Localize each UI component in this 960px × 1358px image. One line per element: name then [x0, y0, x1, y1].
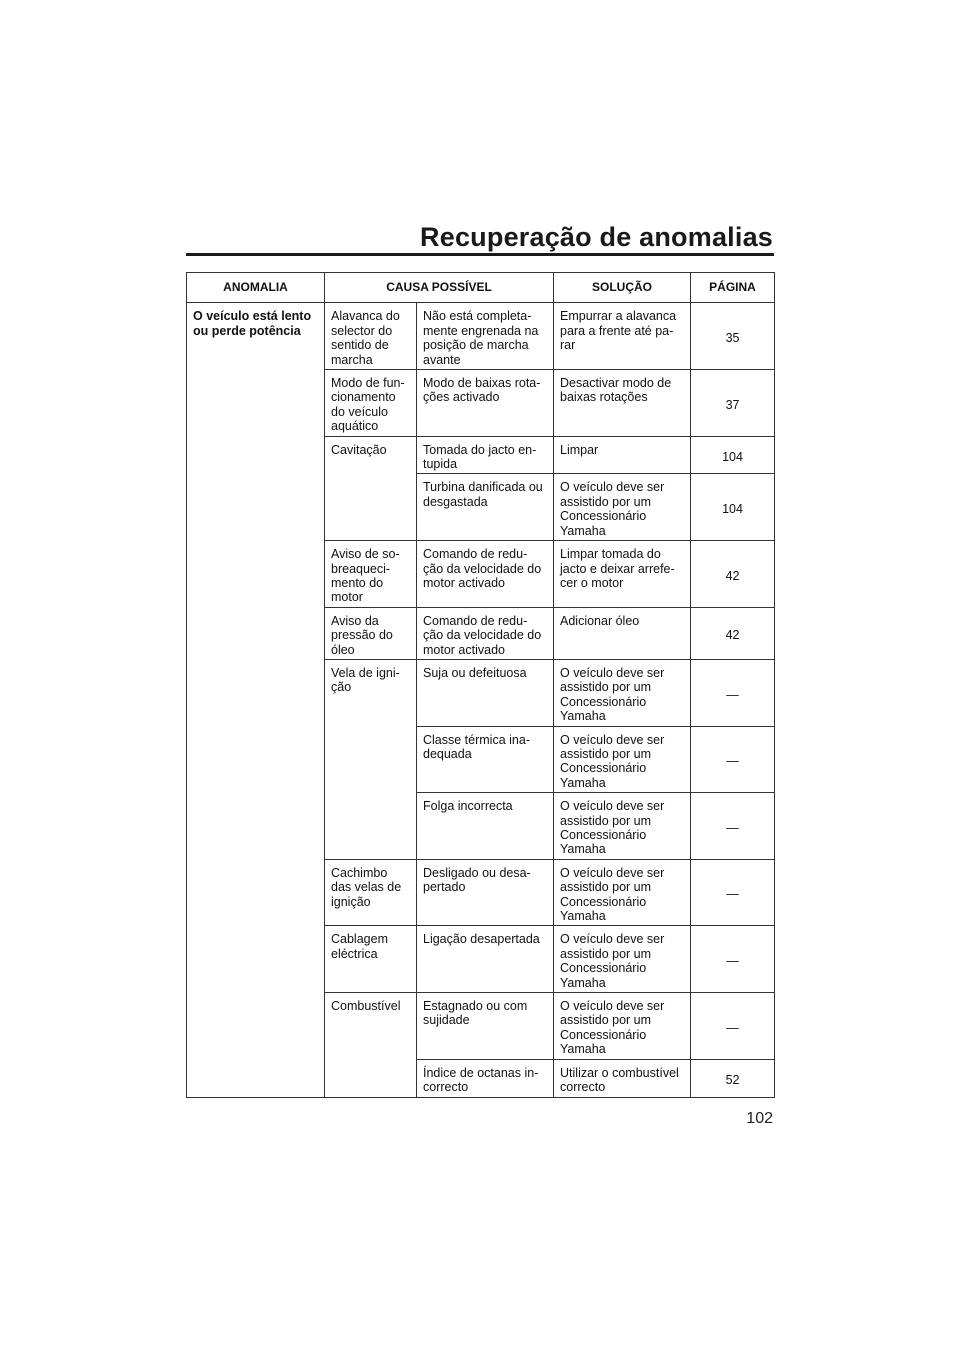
- table-row: [187, 303, 775, 370]
- header-anomaly: ANOMALIA: [187, 273, 325, 303]
- header-solution: SOLUÇÃO: [554, 273, 691, 303]
- page-ref-cell: —: [691, 993, 775, 1060]
- cause-cell: Aviso da pressão do óleo: [325, 607, 417, 659]
- page-ref-cell: —: [691, 859, 775, 926]
- cause-cell: Alavanca do selector do sentido de marcha: [325, 303, 417, 370]
- page-number: 102: [746, 1110, 773, 1127]
- detail-cell: Folga incorrecta: [417, 793, 554, 860]
- solution-cell: O veículo deve ser assistido por um Concessionário Yamaha: [554, 726, 691, 793]
- cause-cell: Cablagem eléctrica: [325, 926, 417, 993]
- solution-cell: Adicionar óleo: [554, 607, 691, 659]
- solution-cell: O veículo deve ser assistido por um Concessionário Yamaha: [554, 793, 691, 860]
- anomaly-cell: O veículo está lento ou perde potência: [187, 303, 325, 1097]
- page-ref-cell: 42: [691, 541, 775, 608]
- header-cause: CAUSA POSSÍVEL: [325, 273, 554, 303]
- page-ref-cell: 104: [691, 474, 775, 541]
- page-ref-cell: 37: [691, 370, 775, 437]
- detail-cell: Comando de redu- ção da velocidade do motor activado: [417, 541, 554, 608]
- solution-cell: O veículo deve ser assistido por um Concessionário Yamaha: [554, 659, 691, 726]
- solution-cell: O veículo deve ser assistido por um Concessionário Yamaha: [554, 859, 691, 926]
- header-page: PÁGINA: [691, 273, 775, 303]
- detail-cell: Tomada do jacto en- tupida: [417, 436, 554, 474]
- solution-cell: Limpar: [554, 436, 691, 474]
- solution-cell: Utilizar o combustível correcto: [554, 1059, 691, 1097]
- solution-cell: O veículo deve ser assistido por um Concessionário Yamaha: [554, 993, 691, 1060]
- detail-cell: Suja ou defeituosa: [417, 659, 554, 726]
- detail-cell: Índice de octanas in- correcto: [417, 1059, 554, 1097]
- detail-cell: Desligado ou desa- pertado: [417, 859, 554, 926]
- page-ref-cell: —: [691, 926, 775, 993]
- detail-cell: Estagnado ou com sujidade: [417, 993, 554, 1060]
- cause-cell: Cachimbo das velas de ignição: [325, 859, 417, 926]
- cause-cell: Cavitação: [325, 436, 417, 540]
- troubleshooting-table: [186, 272, 775, 1098]
- page-ref-cell: 42: [691, 607, 775, 659]
- title-rule: [186, 253, 774, 256]
- page-ref-cell: —: [691, 793, 775, 860]
- detail-cell: Classe térmica ina- dequada: [417, 726, 554, 793]
- page-title: Recuperação de anomalias: [420, 222, 773, 252]
- detail-cell: Não está completa- mente engrenada na posição de marcha avante: [417, 303, 554, 370]
- solution-cell: Limpar tomada do jacto e deixar arrefe- cer o motor: [554, 541, 691, 608]
- cause-cell: Combustível: [325, 993, 417, 1097]
- page-ref-cell: 35: [691, 303, 775, 370]
- solution-cell: O veículo deve ser assistido por um Concessionário Yamaha: [554, 926, 691, 993]
- cause-cell: Aviso de so- breaqueci- mento do motor: [325, 541, 417, 608]
- solution-cell: Empurrar a alavanca para a frente até pa- rar: [554, 303, 691, 370]
- detail-cell: Modo de baixas rota- ções activado: [417, 370, 554, 437]
- detail-cell: Comando de redu- ção da velocidade do motor activado: [417, 607, 554, 659]
- table-header-row: [187, 273, 775, 303]
- page-ref-cell: 104: [691, 436, 775, 474]
- cause-cell: Modo de fun- cionamento do veículo aquático: [325, 370, 417, 437]
- page-ref-cell: —: [691, 659, 775, 726]
- page-ref-cell: —: [691, 726, 775, 793]
- page-ref-cell: 52: [691, 1059, 775, 1097]
- solution-cell: Desactivar modo de baixas rotações: [554, 370, 691, 437]
- solution-cell: O veículo deve ser assistido por um Concessionário Yamaha: [554, 474, 691, 541]
- detail-cell: Turbina danificada ou desgastada: [417, 474, 554, 541]
- cause-cell: Vela de igni- ção: [325, 659, 417, 859]
- detail-cell: Ligação desapertada: [417, 926, 554, 993]
